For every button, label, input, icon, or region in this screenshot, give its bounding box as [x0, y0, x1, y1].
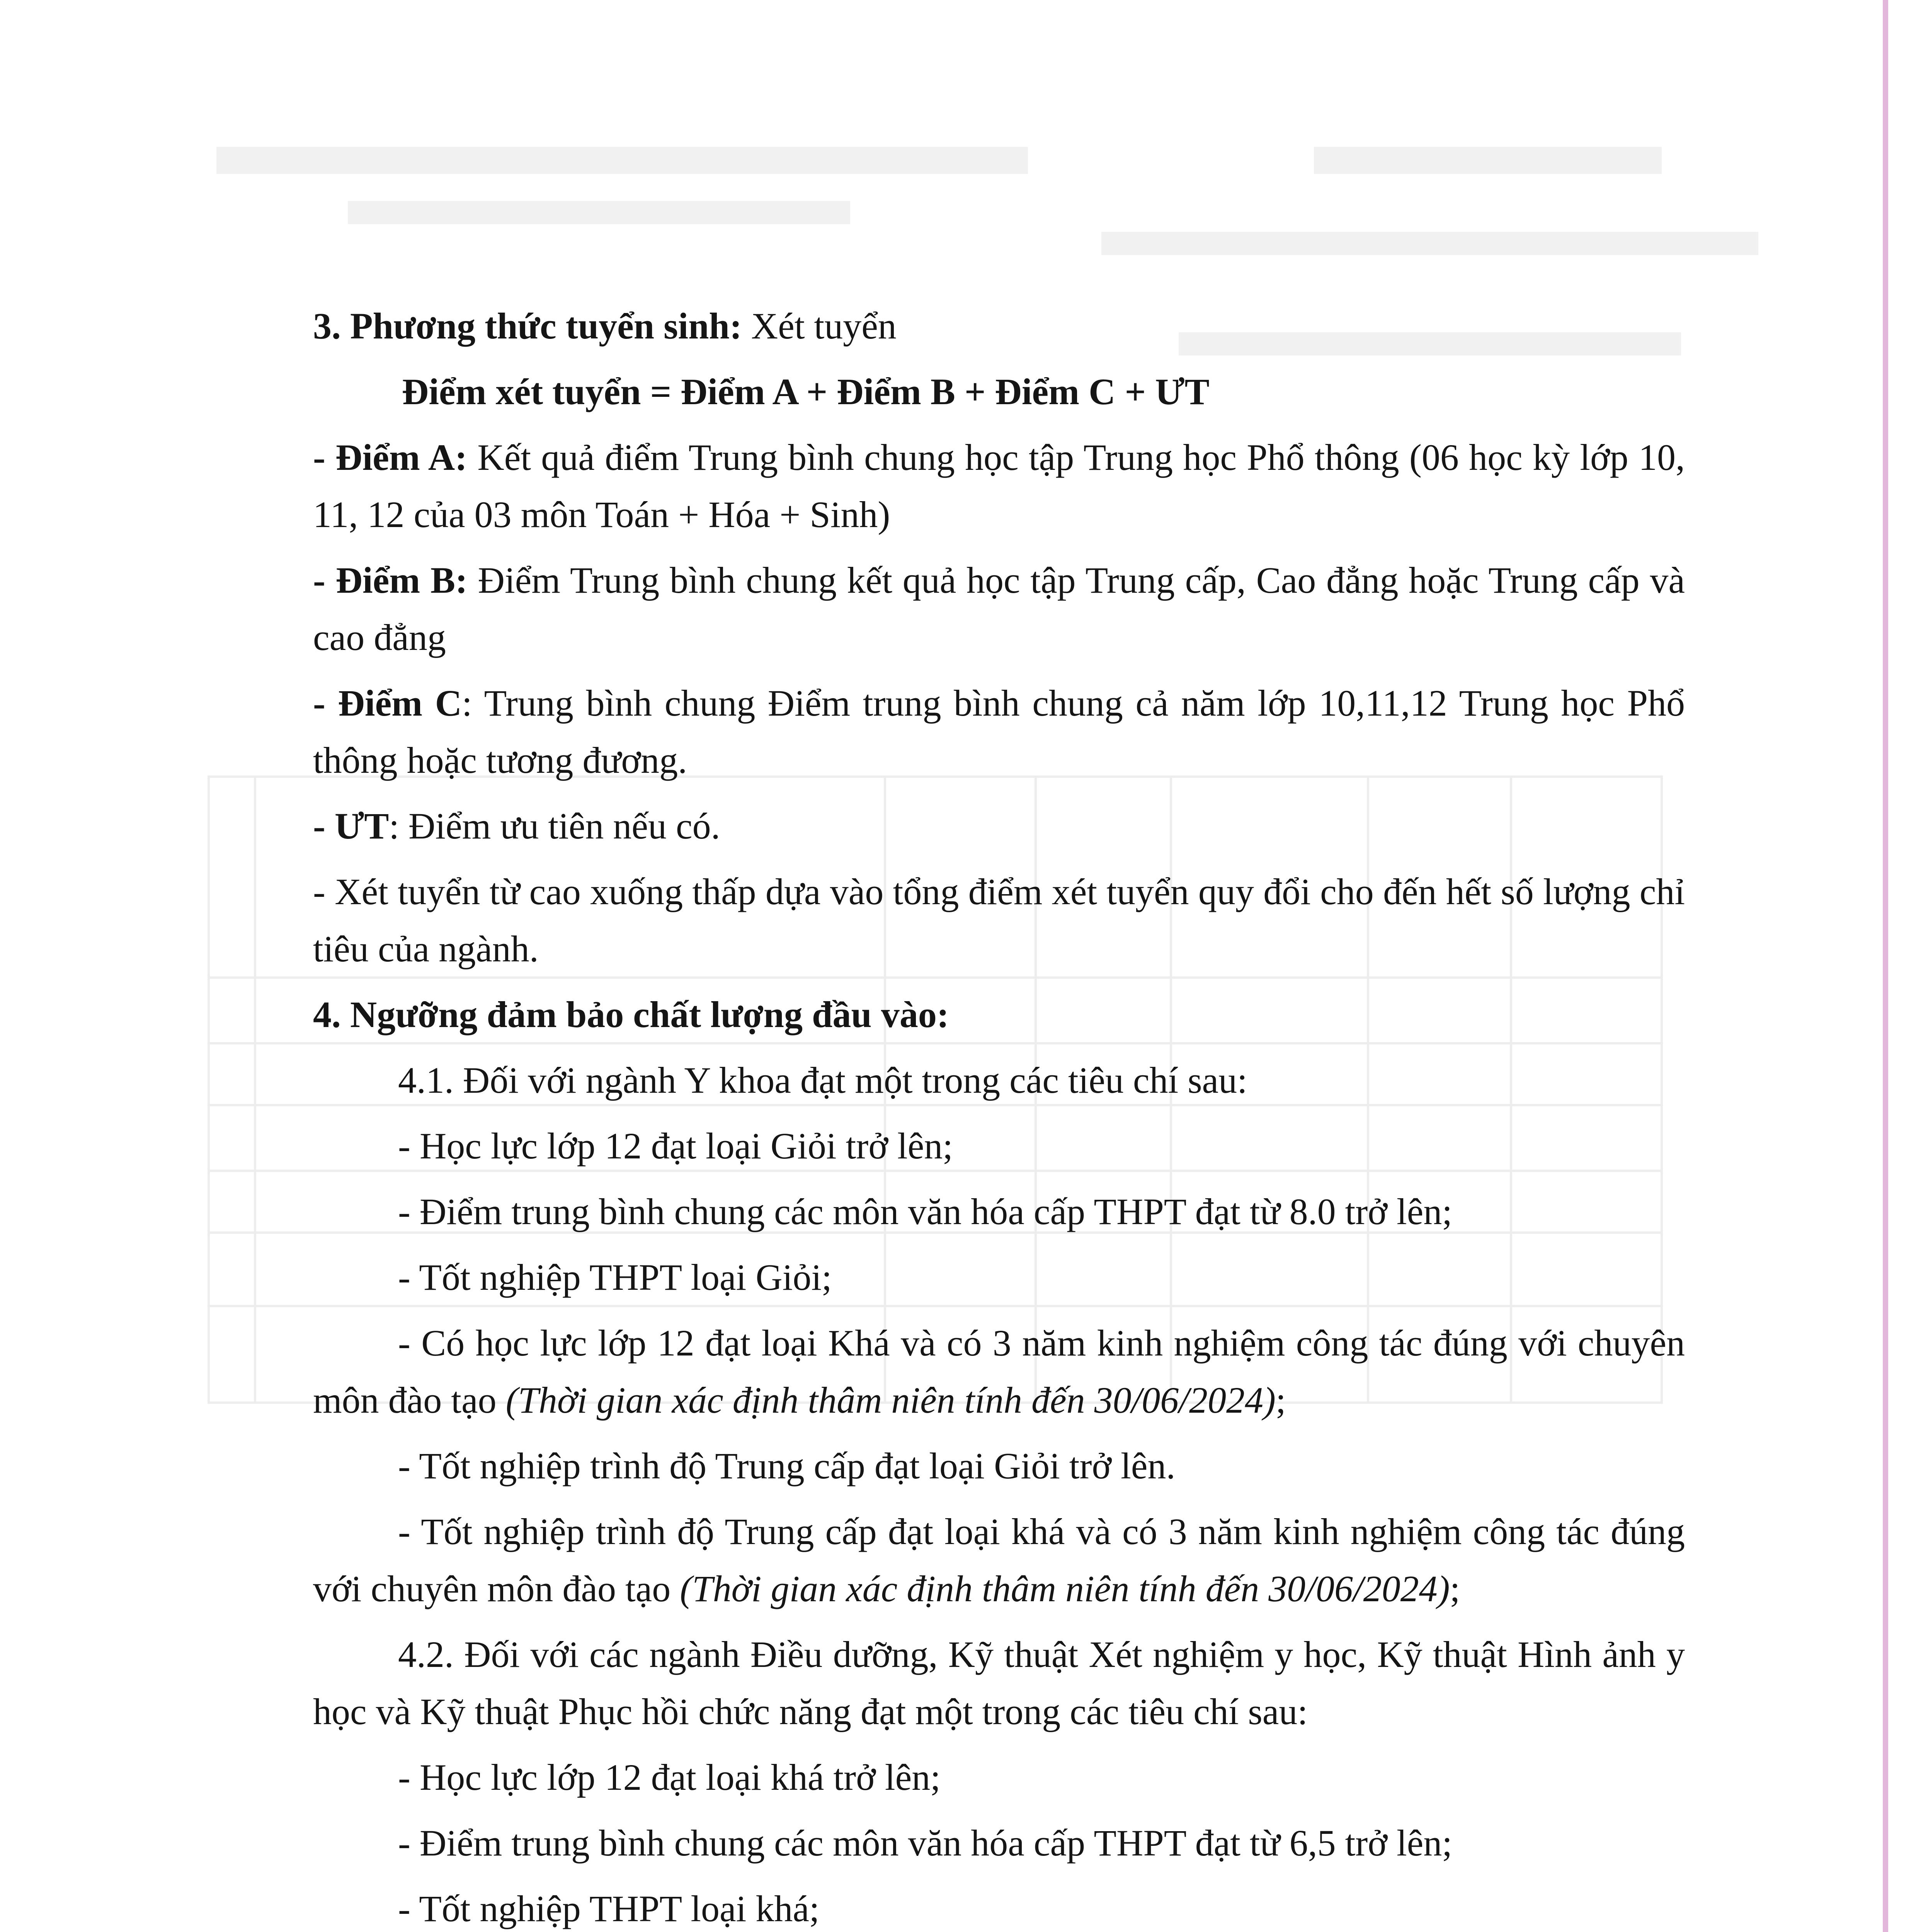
item-end: ;	[1275, 1379, 1286, 1421]
item-end: ;	[1450, 1568, 1460, 1609]
item-text: - Có học lực lớp 12 đạt loại Khá và có 3 năm kinh nghiệm công tác đúng với chuyên môn đào tạo	[313, 1322, 1685, 1421]
item-note: (Thời gian xác định thâm niên tính đến 30/06/2024)	[505, 1379, 1276, 1421]
page-edge-line-right	[1883, 0, 1888, 1932]
section-4-2-item: - Tốt nghiệp THPT loại khá;	[398, 1888, 820, 1929]
score-c-text: : Trung bình chung Điểm trung bình chung cả năm lớp 10,11,12 Trung học Phổ thông hoặc tương đương.	[313, 682, 1685, 781]
section-4-1-item: - Điểm trung bình chung các môn văn hóa cấp THPT đạt từ 8.0 trở lên;	[398, 1191, 1452, 1232]
priority-points-definition	[313, 798, 1685, 855]
section-4-1-item: - Tốt nghiệp THPT loại Giỏi;	[398, 1257, 832, 1298]
section-3-heading-rest: Xét tuyển	[742, 305, 897, 347]
section-3-heading: 3. Phương thức tuyển sinh:	[313, 305, 742, 347]
priority-points-label: - ƯT	[313, 805, 389, 847]
item-note: (Thời gian xác định thâm niên tính đến 30/06/2024)	[680, 1568, 1450, 1609]
score-a-label: - Điểm A:	[313, 437, 468, 478]
section-4-2-item: - Học lực lớp 12 đạt loại khá trở lên;	[398, 1757, 941, 1798]
score-c-definition	[313, 675, 1685, 789]
score-b-text: Điểm Trung bình chung kết quả học tập Trung cấp, Cao đẳng hoặc Trung cấp và cao đẳng	[313, 560, 1685, 658]
ranking-rule: - Xét tuyển từ cao xuống thấp dựa vào tổng điểm xét tuyển quy đổi cho đến hết số lượng chỉ tiêu của ngành.	[313, 871, 1685, 969]
score-a-text: Kết quả điểm Trung bình chung học tập Trung học Phổ thông (06 học kỳ lớp 10, 11, 12 của 03 môn Toán + Hóa + Sinh)	[313, 437, 1685, 535]
section-4-1-title: 4.1. Đối với ngành Y khoa đạt một trong các tiêu chí sau:	[398, 1060, 1247, 1101]
score-b-definition	[313, 552, 1685, 666]
score-a-definition	[313, 429, 1685, 543]
section-4-heading: 4. Ngưỡng đảm bảo chất lượng đầu vào:	[313, 994, 949, 1035]
section-4-1-item: - Tốt nghiệp trình độ Trung cấp đạt loại Giỏi trở lên.	[398, 1445, 1176, 1486]
section-4-2-item: - Điểm trung bình chung các môn văn hóa cấp THPT đạt từ 6,5 trở lên;	[398, 1822, 1452, 1864]
section-3-heading-line	[313, 298, 1685, 355]
score-b-label: - Điểm B:	[313, 560, 468, 601]
section-4-1-item: - Học lực lớp 12 đạt loại Giỏi trở lên;	[398, 1125, 953, 1167]
section-4-2-title: 4.2. Đối với các ngành Điều dưỡng, Kỹ thuật Xét nghiệm y học, Kỹ thuật Hình ảnh y học và Kỹ thuật Phục hồi chức năng đạt một trong các tiêu chí sau:	[313, 1634, 1685, 1732]
priority-points-text: : Điểm ưu tiên nếu có.	[389, 805, 720, 847]
document-body	[313, 298, 1685, 1932]
admission-score-formula: Điểm xét tuyển = Điểm A + Điểm B + Điểm C + ƯT	[402, 371, 1210, 412]
score-c-label: - Điểm C	[313, 682, 462, 724]
section-4-1-item-experience	[313, 1315, 1685, 1429]
item-text: - Tốt nghiệp trình độ Trung cấp đạt loại khá và có 3 năm kinh nghiệm công tác đúng với chuyên môn đào tạo	[313, 1511, 1685, 1609]
section-4-1-item-intermediate	[313, 1503, 1685, 1617]
